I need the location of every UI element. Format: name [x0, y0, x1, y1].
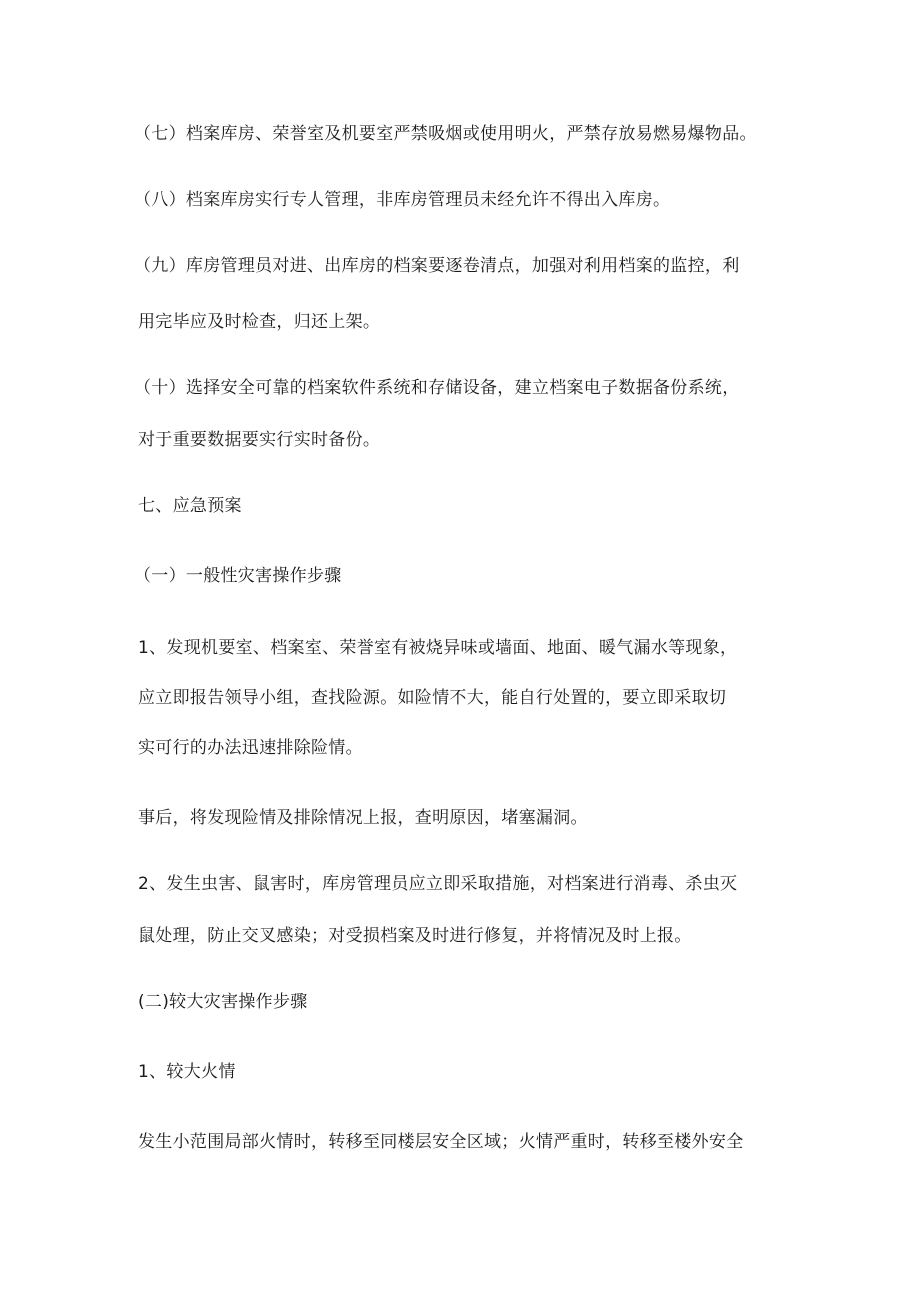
step-2-line1: 2、发生虫害、鼠害时，库房管理员应立即采取措施，对档案进行消毒、杀虫灭 — [138, 874, 738, 894]
paragraph-item-7: （七）档案库房、荣誉室及机要室严禁吸烟或使用明火，严禁存放易燃易爆物品。 — [134, 124, 757, 144]
paragraph-item-10-line1: （十）选择安全可靠的档案软件系统和存储设备，建立档案电子数据备份系统， — [134, 378, 740, 398]
subheading-major-disaster: (二)较大灾害操作步骤 — [138, 992, 308, 1012]
step-1-line2: 应立即报告领导小组，查找险源。如险情不大，能自行处置的，要立即采取切 — [138, 688, 727, 708]
step-2-line2: 鼠处理，防止交叉感染；对受损档案及时进行修复，并将情况及时上报。 — [138, 926, 692, 946]
major-fire-heading: 1、较大火情 — [138, 1062, 236, 1082]
step-1-line1: 1、发现机要室、档案室、荣誉室有被烧异味或墙面、地面、暖气漏水等现象， — [138, 638, 738, 658]
subheading-general-disaster: （一）一般性灾害操作步骤 — [134, 566, 342, 586]
paragraph-item-9-line2: 用完毕应及时检查，归还上架。 — [138, 312, 381, 332]
fire-response-paragraph: 发生小范围局部火情时，转移至同楼层安全区域；火情严重时，转移至楼外安全 — [138, 1132, 744, 1152]
step-1-line3: 实可行的办法迅速排除险情。 — [138, 738, 363, 758]
section-heading-emergency-plan: 七、应急预案 — [138, 496, 242, 516]
paragraph-item-10-line2: 对于重要数据要实行实时备份。 — [138, 430, 381, 450]
paragraph-item-9-line1: （九）库房管理员对进、出库房的档案要逐卷清点，加强对利用档案的监控，利 — [134, 256, 740, 276]
paragraph-item-8: （八）档案库房实行专人管理，非库房管理员未经允许不得出入库房。 — [134, 190, 671, 210]
aftermath-paragraph: 事后，将发现险情及排除情况上报，查明原因，堵塞漏洞。 — [138, 808, 588, 828]
